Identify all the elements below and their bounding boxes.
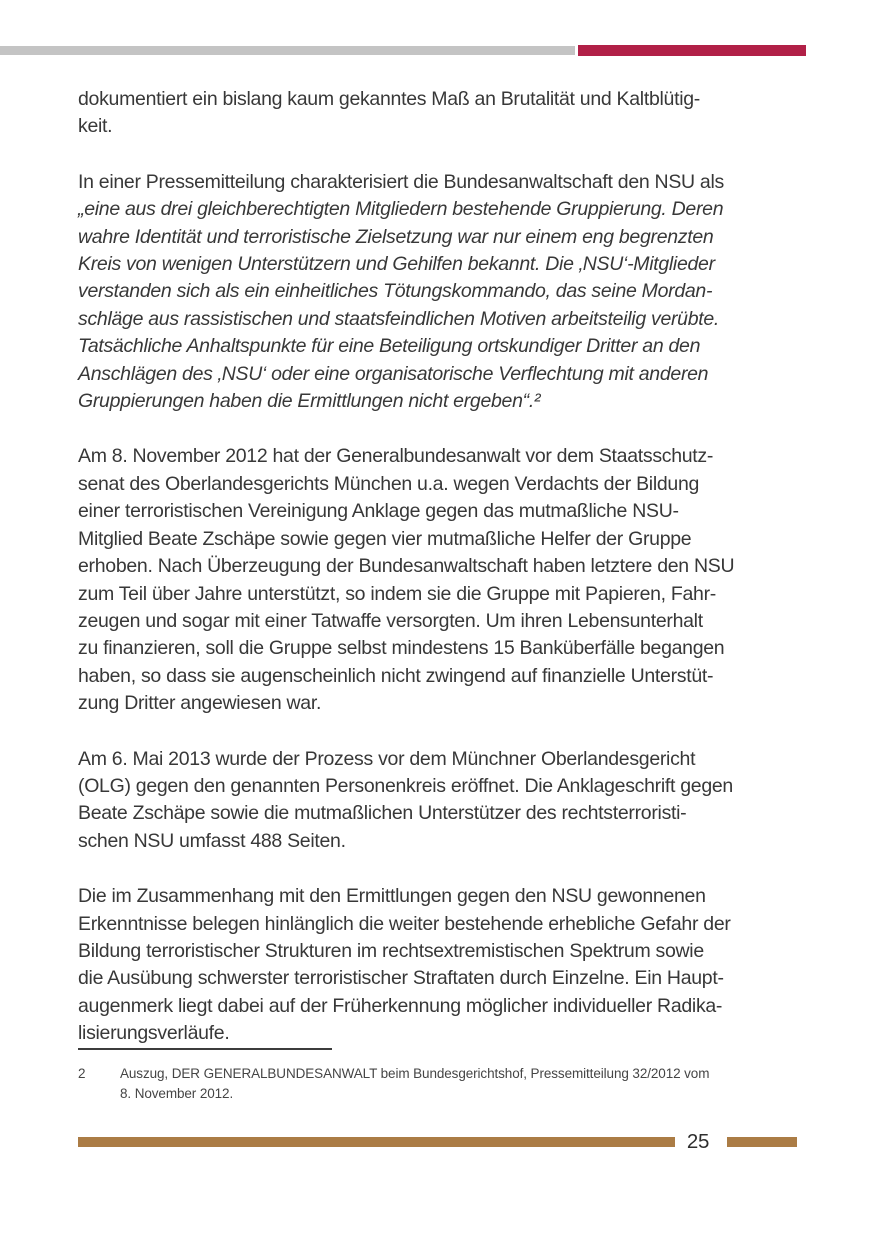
text-line: zung Dritter angewiesen war. <box>78 692 322 715</box>
text-line: schläge aus rassistischen und staatsfeindlichen Motiven arbeitsteilig verübte. <box>78 307 720 330</box>
text-line: Erkenntnisse belegen hinlänglich die weiter bestehende erhebliche Gefahr der <box>78 912 731 935</box>
header-accent-bar-red <box>578 45 806 56</box>
text-line: verstanden sich als ein einheitliches Tötungskommando, das seine Mordan- <box>78 280 713 303</box>
footnote-line: 8. November 2012. <box>120 1085 234 1101</box>
text-line: einer terroristischen Vereinigung Anklage gegen das mutmaßliche NSU- <box>78 500 679 523</box>
text-line: Die im Zusammenhang mit den Ermittlungen gegen den NSU gewonnenen <box>78 885 706 908</box>
text-line: keit. <box>78 115 113 138</box>
text-line: Am 6. Mai 2013 wurde der Prozess vor dem Münchner Oberlandesgericht <box>78 747 696 770</box>
text-line: Am 8. November 2012 hat der Generalbundesanwalt vor dem Staatsschutz- <box>78 445 714 468</box>
footer-bar-short <box>727 1137 797 1147</box>
text-line: senat des Oberlandesgerichts München u.a. wegen Verdachts der Bildung <box>78 472 700 495</box>
footnote-text <box>120 1064 778 1103</box>
text-line: Beate Zschäpe sowie die mutmaßlichen Unterstützer des rechtsterroristi- <box>78 802 687 825</box>
paragraph <box>78 883 802 1047</box>
text-line: Bildung terroristischer Strukturen im rechtsextremistischen Spektrum sowie <box>78 939 704 962</box>
text-line: zu finanzieren, soll die Gruppe selbst mindestens 15 Banküberfälle begangen <box>78 637 725 660</box>
text-line: zeugen und sogar mit einer Tatwaffe versorgten. Um ihren Lebensunterhalt <box>78 609 703 632</box>
text-line: haben, so dass sie augenscheinlich nicht zwingend auf finanzielle Unterstüt- <box>78 664 714 687</box>
text-line: die Ausübung schwerster terroristischer Straftaten durch Einzelne. Ein Haupt- <box>78 967 724 990</box>
text-line: wahre Identität und terroristische Zielsetzung war nur einem eng begrenzten <box>78 225 714 248</box>
paragraph <box>78 169 802 416</box>
footnote-line: Auszug, DER GENERALBUNDESANWALT beim Bundesgerichtshof, Pressemitteilung 32/2012 vom <box>120 1066 710 1081</box>
text-line: „eine aus drei gleichberechtigten Mitgliedern bestehende Gruppierung. Deren <box>78 198 724 221</box>
text-line: Mitglied Beate Zschäpe sowie gegen vier mutmaßliche Helfer der Gruppe <box>78 527 692 550</box>
body-text <box>78 86 802 1076</box>
text-line: (OLG) gegen den genannten Personenkreis eröffnet. Die Anklageschrift gegen <box>78 774 733 797</box>
footer-bar-long <box>78 1137 675 1147</box>
text-line: dokumentiert ein bislang kaum gekanntes Maß an Brutalität und Kaltblütig- <box>78 88 700 110</box>
text-line: lisierungsverläufe. <box>78 1022 230 1045</box>
footnote-separator-rule <box>78 1048 332 1050</box>
page-number: 25 <box>686 1130 710 1153</box>
text-line: zum Teil über Jahre unterstützt, so indem sie die Gruppe mit Papieren, Fahr- <box>78 582 716 605</box>
text-line: erhoben. Nach Überzeugung der Bundesanwaltschaft haben letztere den NSU <box>78 555 735 578</box>
text-line: Tatsächliche Anhaltspunkte für eine Beteiligung ortskundiger Dritter an den <box>78 335 701 358</box>
text-line: schen NSU umfasst 488 Seiten. <box>78 829 346 852</box>
footnote-marker: 2 <box>78 1066 86 1081</box>
header-accent-bar-gray <box>0 46 575 55</box>
text-line: Gruppierungen haben die Ermittlungen nicht ergeben“.² <box>78 390 541 413</box>
paragraph <box>78 443 802 717</box>
paragraph <box>78 746 802 856</box>
text-line: In einer Pressemitteilung charakterisiert die Bundesanwaltschaft den NSU als <box>78 170 724 193</box>
text-line: Anschlägen des ‚NSU‘ oder eine organisatorische Verflechtung mit anderen <box>78 362 709 385</box>
footnote <box>78 1064 778 1103</box>
paragraph <box>78 86 802 141</box>
text-line: Kreis von wenigen Unterstützern und Gehilfen bekannt. Die ‚NSU‘-Mitglieder <box>78 253 715 276</box>
text-line: augenmerk liegt dabei auf der Früherkennung möglicher individueller Radika- <box>78 994 723 1017</box>
